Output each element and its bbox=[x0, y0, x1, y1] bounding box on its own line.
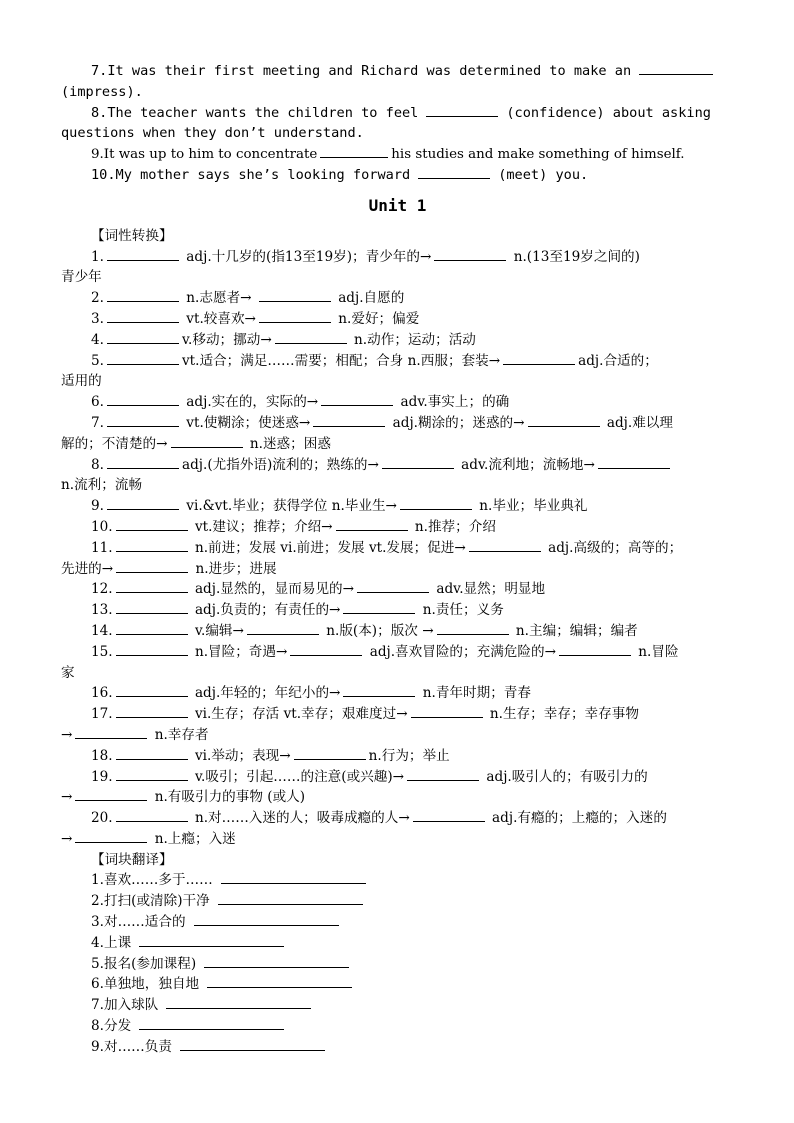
cixing-text: adv.事实上；的确 bbox=[396, 394, 510, 411]
cixing-text: v.移动；挪动→ bbox=[181, 331, 272, 348]
cixing-text: n.志愿者→ bbox=[181, 290, 256, 307]
worksheet-page bbox=[61, 61, 734, 1058]
cixing-text: adj.糊涂的；迷惑的→ bbox=[388, 414, 525, 431]
answer-blank[interactable] bbox=[116, 808, 188, 822]
answer-blank[interactable] bbox=[247, 621, 319, 635]
answer-blank[interactable] bbox=[75, 725, 147, 739]
cixing-text: n.版(本)；版次 → bbox=[321, 622, 434, 639]
answer-blank[interactable] bbox=[434, 247, 506, 261]
cixing-item bbox=[61, 704, 734, 725]
cixing-text: n.前进；发展 vi.前进；发展 vt.发展；促进→ bbox=[190, 539, 466, 556]
cixing-text: adj.有瘾的；上瘾的；入迷的 bbox=[487, 810, 667, 827]
cixing-text: n.毕业；毕业典礼 bbox=[474, 498, 588, 515]
cixing-text: adj.实在的，实际的→ bbox=[181, 394, 319, 411]
cixing-item bbox=[61, 642, 734, 663]
answer-blank[interactable] bbox=[357, 579, 429, 593]
answer-blank[interactable] bbox=[559, 642, 631, 656]
cixing-item bbox=[61, 434, 734, 455]
cixing-item bbox=[61, 392, 734, 413]
cixing-text: adj.吸引人的；有吸引力的 bbox=[482, 768, 648, 785]
cixing-text: n.推荐；介绍 bbox=[410, 518, 496, 535]
answer-blank[interactable] bbox=[413, 808, 485, 822]
sentence-8-cont: questions when they don’t understand. bbox=[61, 125, 364, 142]
cikuai-text: 8.分发 bbox=[91, 1018, 132, 1035]
cixing-text: 15. bbox=[91, 643, 113, 660]
cixing-list bbox=[61, 247, 734, 850]
answer-blank[interactable] bbox=[107, 392, 179, 406]
cixing-text: 3. bbox=[91, 310, 104, 327]
cixing-item bbox=[61, 767, 734, 788]
cixing-text: vt.使糊涂；使迷惑→ bbox=[181, 414, 311, 431]
cixing-text: 11. bbox=[91, 539, 113, 556]
cixing-item bbox=[61, 475, 734, 496]
translation-blank[interactable] bbox=[204, 954, 349, 968]
cixing-text: vi.生存；存活 vt.幸存；艰难度过→ bbox=[190, 706, 408, 723]
cixing-text: → bbox=[61, 789, 73, 806]
answer-blank[interactable] bbox=[107, 413, 179, 427]
cixing-text: n.(13至19岁之间的) bbox=[509, 248, 640, 265]
answer-blank[interactable] bbox=[116, 517, 188, 531]
cikuai-item bbox=[61, 1037, 734, 1058]
cikuai-text: 3.对……适合的 bbox=[91, 914, 186, 931]
answer-blank[interactable] bbox=[320, 144, 388, 158]
cixing-item bbox=[61, 496, 734, 517]
cixing-text: 16. bbox=[91, 685, 113, 702]
cixing-text: 10. bbox=[91, 518, 113, 535]
cixing-item bbox=[61, 538, 734, 559]
section-title-cixing: 【词性转换】 bbox=[91, 227, 173, 244]
translation-blank[interactable] bbox=[207, 974, 352, 988]
cixing-text: vi.举动；表现→ bbox=[190, 747, 291, 764]
answer-blank[interactable] bbox=[107, 496, 179, 510]
sentence-7-cont: (impress). bbox=[61, 83, 143, 100]
answer-blank[interactable] bbox=[313, 413, 385, 427]
answer-blank[interactable] bbox=[503, 351, 575, 365]
cixing-item bbox=[61, 413, 734, 434]
cixing-text: 14. bbox=[91, 622, 113, 639]
cikuai-item bbox=[61, 954, 734, 975]
answer-blank[interactable] bbox=[116, 600, 188, 614]
answer-blank[interactable] bbox=[116, 767, 188, 781]
cixing-text: 先进的→ bbox=[61, 560, 114, 577]
translation-blank[interactable] bbox=[221, 870, 366, 884]
translation-blank[interactable] bbox=[194, 912, 339, 926]
cikuai-item bbox=[61, 933, 734, 954]
cixing-text: 20. bbox=[91, 810, 113, 827]
cixing-text: vi.&vt.毕业；获得学位 n.毕业生→ bbox=[181, 498, 397, 515]
cixing-text: 家 bbox=[61, 664, 75, 681]
answer-blank[interactable] bbox=[639, 61, 713, 75]
cixing-text: vt.较喜欢→ bbox=[181, 310, 256, 327]
cixing-item bbox=[61, 371, 734, 392]
cixing-text: n.冒险 bbox=[633, 643, 679, 660]
cixing-text: n.行为；举止 bbox=[368, 747, 450, 764]
cixing-text: n.青年时期；青春 bbox=[418, 685, 531, 702]
cixing-item bbox=[61, 808, 734, 829]
answer-blank[interactable] bbox=[116, 642, 188, 656]
cixing-item bbox=[61, 600, 734, 621]
cixing-text: n.流利；流畅 bbox=[61, 477, 143, 494]
answer-blank[interactable] bbox=[343, 683, 415, 697]
cixing-text: adv.显然；明显地 bbox=[432, 581, 546, 598]
cixing-item bbox=[61, 663, 734, 684]
cixing-text: n.爱好；偏爱 bbox=[333, 310, 420, 327]
cixing-text: 19. bbox=[91, 768, 113, 785]
answer-blank[interactable] bbox=[171, 434, 243, 448]
answer-blank[interactable] bbox=[275, 330, 347, 344]
answer-blank[interactable] bbox=[343, 600, 415, 614]
cixing-text: n.上瘾；入迷 bbox=[150, 830, 236, 847]
cixing-text: → bbox=[61, 726, 73, 743]
cixing-text: 解的；不清楚的→ bbox=[61, 435, 168, 452]
translation-blank[interactable] bbox=[139, 1016, 284, 1030]
cixing-item bbox=[61, 621, 734, 642]
cixing-text: n.动作；运动；活动 bbox=[349, 331, 476, 348]
cixing-item bbox=[61, 683, 734, 704]
answer-blank[interactable] bbox=[411, 704, 483, 718]
cixing-text: adj.年轻的；年纪小的→ bbox=[190, 685, 341, 702]
cixing-text: n.冒险；奇遇→ bbox=[190, 643, 288, 660]
answer-blank[interactable] bbox=[259, 309, 331, 323]
cixing-item bbox=[61, 351, 734, 372]
answer-blank[interactable] bbox=[321, 392, 393, 406]
answer-blank[interactable] bbox=[598, 455, 670, 469]
cixing-text: n.进步；进展 bbox=[191, 560, 277, 577]
translation-blank[interactable] bbox=[139, 933, 284, 947]
answer-blank[interactable] bbox=[418, 165, 490, 179]
answer-blank[interactable] bbox=[107, 309, 179, 323]
top-sentences bbox=[61, 61, 734, 186]
answer-blank[interactable] bbox=[382, 455, 454, 469]
answer-blank[interactable] bbox=[116, 559, 188, 573]
cixing-item bbox=[61, 787, 734, 808]
cikuai-item bbox=[61, 870, 734, 891]
translation-blank[interactable] bbox=[166, 995, 311, 1009]
cixing-text: vt.建议；推荐；介绍→ bbox=[190, 518, 333, 535]
cikuai-text: 9.对……负责 bbox=[91, 1038, 172, 1055]
answer-blank[interactable] bbox=[336, 517, 408, 531]
cixing-item bbox=[61, 309, 734, 330]
section-title-cikuai: 【词块翻译】 bbox=[91, 851, 173, 868]
cixing-text: 2. bbox=[91, 290, 104, 307]
cixing-text: 8. bbox=[91, 456, 104, 473]
answer-blank[interactable] bbox=[437, 621, 509, 635]
answer-blank[interactable] bbox=[528, 413, 600, 427]
answer-blank[interactable] bbox=[294, 746, 366, 760]
cikuai-text: 2.打扫(或清除)干净 bbox=[91, 893, 210, 910]
cixing-text: 6. bbox=[91, 394, 104, 411]
cikuai-item bbox=[61, 974, 734, 995]
cikuai-text: 6.单独地，独自地 bbox=[91, 976, 200, 993]
answer-blank[interactable] bbox=[469, 538, 541, 552]
cixing-text: n.生存；幸存；幸存事物 bbox=[485, 706, 639, 723]
cixing-text: n.有吸引力的事物 (或人) bbox=[150, 789, 306, 806]
cixing-text: v.吸引；引起……的注意(或兴趣)→ bbox=[190, 768, 405, 785]
sentence-8: 8.The teacher wants the children to feel (confidence) about asking bbox=[91, 104, 711, 121]
cixing-text: 9. bbox=[91, 498, 104, 515]
cikuai-item bbox=[61, 995, 734, 1016]
unit-title: Unit 1 bbox=[368, 195, 427, 215]
cixing-text: 青少年 bbox=[61, 269, 102, 286]
answer-blank[interactable] bbox=[116, 683, 188, 697]
cixing-text: n.责任；义务 bbox=[418, 602, 504, 619]
cixing-text: adj.(尤指外语)流利的；熟练的→ bbox=[181, 456, 379, 473]
cikuai-item bbox=[61, 1016, 734, 1037]
cixing-text: 13. bbox=[91, 602, 113, 619]
answer-blank[interactable] bbox=[107, 288, 179, 302]
cixing-text: 17. bbox=[91, 706, 113, 723]
cixing-item bbox=[61, 455, 734, 476]
cixing-text: adj.喜欢冒险的；充满危险的→ bbox=[365, 643, 556, 660]
answer-blank[interactable] bbox=[75, 787, 147, 801]
cikuai-text: 7.加入球队 bbox=[91, 997, 159, 1014]
cixing-item bbox=[61, 746, 734, 767]
answer-blank[interactable] bbox=[116, 579, 188, 593]
cixing-item bbox=[61, 330, 734, 351]
cixing-text: n.主编；编辑；编者 bbox=[511, 622, 638, 639]
cixing-item bbox=[61, 247, 734, 268]
cixing-item bbox=[61, 267, 734, 288]
cixing-text: 5. bbox=[91, 352, 104, 369]
answer-blank[interactable] bbox=[107, 455, 179, 469]
answer-blank[interactable] bbox=[407, 767, 479, 781]
translation-blank[interactable] bbox=[180, 1037, 325, 1051]
cixing-text: n.迷惑；困惑 bbox=[245, 435, 331, 452]
cixing-text: adj.难以理 bbox=[602, 414, 673, 431]
cixing-text: 12. bbox=[91, 581, 113, 598]
cixing-text: 7. bbox=[91, 414, 104, 431]
cikuai-item bbox=[61, 891, 734, 912]
cixing-text: 1. bbox=[91, 248, 104, 265]
cikuai-text: 4.上课 bbox=[91, 934, 132, 951]
answer-blank[interactable] bbox=[107, 351, 179, 365]
cikuai-text: 1.喜欢……多于…… bbox=[91, 872, 213, 889]
translation-blank[interactable] bbox=[218, 891, 363, 905]
cikuai-item bbox=[61, 912, 734, 933]
answer-blank[interactable] bbox=[107, 330, 179, 344]
cixing-text: → bbox=[61, 830, 73, 847]
answer-blank[interactable] bbox=[290, 642, 362, 656]
cixing-text: adj.高级的；高等的； bbox=[543, 539, 683, 556]
sentence-7: 7.It was their first meeting and Richard was determined to make an bbox=[61, 61, 734, 82]
cixing-item bbox=[61, 829, 734, 850]
cixing-text: v.编辑→ bbox=[190, 622, 244, 639]
sentence-9: 9.It was up to him to concentrate his studies and make something of himself. bbox=[61, 144, 734, 165]
answer-blank[interactable] bbox=[116, 538, 188, 552]
cixing-text: n.幸存者 bbox=[150, 726, 209, 743]
cixing-text: vt.适合；满足……需要；相配；合身 n.西服；套装→ bbox=[181, 352, 501, 369]
cixing-text: adj.合适的； bbox=[578, 352, 658, 369]
cixing-text: adj.十几岁的(指13至19岁)；青少年的→ bbox=[181, 248, 432, 265]
answer-blank[interactable] bbox=[116, 746, 188, 760]
cixing-item bbox=[61, 517, 734, 538]
cikuai-text: 5.报名(参加课程) bbox=[91, 955, 197, 972]
cixing-text: 4. bbox=[91, 331, 104, 348]
answer-blank[interactable] bbox=[116, 621, 188, 635]
answer-blank[interactable] bbox=[426, 103, 498, 117]
cixing-item bbox=[61, 725, 734, 746]
cixing-item bbox=[61, 288, 734, 309]
cixing-item bbox=[61, 559, 734, 580]
answer-blank[interactable] bbox=[75, 829, 147, 843]
cixing-text: adj.负责的；有责任的→ bbox=[190, 602, 341, 619]
answer-blank[interactable] bbox=[400, 496, 472, 510]
cixing-text: 18. bbox=[91, 747, 113, 764]
sentence-10: 10.My mother says she’s looking forward (meet) you. bbox=[91, 166, 589, 183]
answer-blank[interactable] bbox=[116, 704, 188, 718]
cixing-text: n.对……入迷的人；吸毒成瘾的人→ bbox=[190, 810, 410, 827]
cikuai-list bbox=[61, 870, 734, 1057]
answer-blank[interactable] bbox=[259, 288, 331, 302]
cixing-text: adj.自愿的 bbox=[333, 290, 405, 307]
cixing-text: 适用的 bbox=[61, 373, 102, 390]
answer-blank[interactable] bbox=[107, 247, 179, 261]
cixing-item bbox=[61, 579, 734, 600]
cixing-text: adv.流利地；流畅地→ bbox=[456, 456, 595, 473]
cixing-text: adj.显然的，显而易见的→ bbox=[190, 581, 355, 598]
